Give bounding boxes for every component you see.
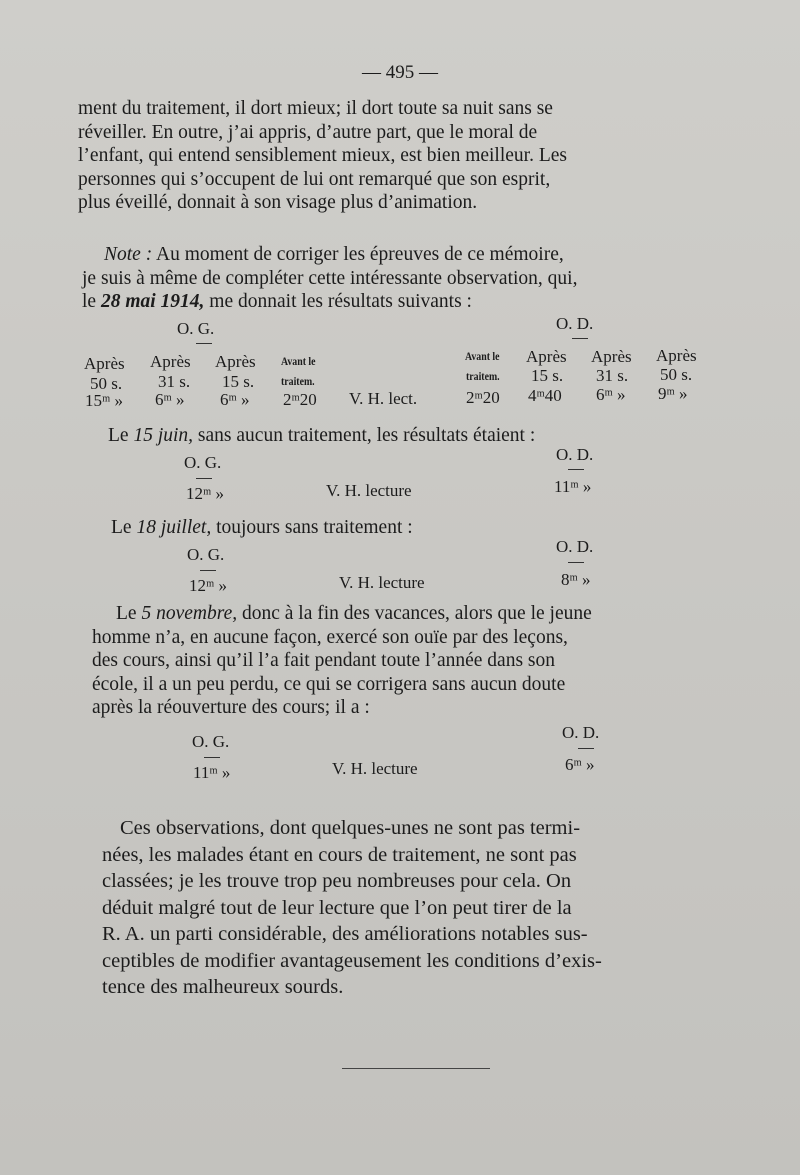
value-cell: 4ᵐ40: [528, 386, 562, 405]
note-line-1: Au moment de corriger les épreuves de ce mémoire,: [156, 244, 564, 265]
note-date: 28 mai 1914,: [100, 291, 205, 312]
right-ear-label: O. D.: [562, 723, 600, 742]
right-ear-label: O. D.: [556, 314, 594, 333]
right-ear-label: O. D.: [556, 445, 594, 464]
text-line: classées; je les trouve trop peu nombreuses pour cela. On: [102, 870, 572, 892]
left-ear-label: O. G.: [177, 319, 215, 338]
col-sub: 15 s.: [222, 372, 255, 391]
paragraph-november: [92, 602, 718, 720]
value-cell: 6ᵐ »: [596, 385, 626, 404]
paragraph-conclusion: [102, 815, 720, 1001]
note-label: Note :: [104, 244, 153, 265]
value-cell: 6ᵐ »: [565, 755, 595, 774]
value-cell: 6ᵐ »: [155, 390, 185, 409]
text-line: personnes qui s’occupent de lui ont remarqué que son esprit,: [78, 168, 551, 190]
col-head: Après: [150, 352, 191, 371]
left-ear-label: O. G.: [187, 545, 225, 564]
center-label: V. H. lect.: [349, 389, 418, 408]
divider: [196, 343, 212, 344]
col-head: Après: [656, 346, 697, 365]
divider: [204, 757, 220, 758]
text-november: donc à la fin des vacances, alors que le jeune: [242, 603, 592, 624]
col-head: Après: [591, 347, 632, 366]
note-line-3-post: me donnait les résultats suivants :: [209, 291, 472, 312]
page-number: — 495 —: [362, 62, 438, 83]
text-line: réveiller. En outre, j’ai appris, d’autre part, que le moral de: [78, 121, 538, 143]
value-cell: 6ᵐ »: [220, 390, 250, 409]
col-sub: 50 s.: [660, 365, 693, 384]
date-july: 18 juillet,: [136, 517, 212, 538]
text-july: toujours sans traitement :: [216, 517, 413, 538]
text-line: ceptibles de modifier avantageusement les conditions d’exis-: [102, 949, 602, 972]
text-line: plus éveillé, donnait à son visage plus d’animation.: [78, 192, 478, 213]
paragraph-intro: [78, 97, 700, 215]
col-sub: 50 s.: [90, 374, 123, 393]
text-prefix: Le: [111, 517, 132, 538]
text-june: sans aucun traitement, les résultats étaient :: [197, 425, 536, 446]
text-line: déduit malgré tout de leur lecture que l’on peut tirer de la: [102, 896, 572, 919]
line-june: [108, 424, 708, 448]
text-prefix: Le: [108, 425, 129, 446]
end-rule: [342, 1068, 490, 1069]
col-sub: 15 s.: [531, 366, 564, 385]
value-cell: 2ᵐ20: [466, 388, 500, 407]
text-line: ment du traitement, il dort mieux; il dort toute sa nuit sans se: [78, 98, 553, 119]
value-cell: 2ᵐ20: [283, 390, 317, 409]
center-label: V. H. lecture: [339, 573, 425, 592]
col-head: Avant le: [281, 354, 316, 368]
text-line: tence des malheureux sourds.: [102, 976, 344, 998]
text-line: après la réouverture des cours; il a :: [92, 697, 370, 718]
text-line: l’enfant, qui entend sensiblement mieux, est bien meilleur. Les: [78, 145, 567, 166]
col-head: Après: [526, 347, 567, 366]
col-sub: 31 s.: [596, 366, 629, 385]
divider: [196, 478, 212, 479]
line-july: [111, 516, 711, 540]
text-prefix: Le: [116, 603, 137, 624]
left-ear-label: O. G.: [184, 453, 222, 472]
value-cell: 11ᵐ »: [193, 763, 231, 782]
col-sub: traitem.: [466, 369, 500, 383]
divider: [200, 570, 216, 571]
note-line-3-pre: le: [82, 291, 97, 312]
date-november: 5 novembre,: [141, 603, 238, 624]
col-sub: 31 s.: [158, 372, 191, 391]
value-cell: 12ᵐ »: [189, 576, 228, 595]
value-cell: 9ᵐ »: [658, 384, 688, 403]
col-sub: traitem.: [281, 374, 315, 388]
divider: [568, 562, 584, 563]
note-line-2: je suis à même de compléter cette intéressante observation, qui,: [82, 267, 578, 289]
right-ear-label: O. D.: [556, 537, 594, 556]
text-line: R. A. un parti considérable, des améliorations notables sus-: [102, 923, 588, 945]
value-cell: 8ᵐ »: [561, 570, 591, 589]
left-ear-label: O. G.: [192, 732, 230, 751]
value-cell: 15ᵐ »: [85, 391, 124, 410]
text-line: Ces observations, dont quelques-unes ne sont pas termi-: [120, 817, 581, 839]
col-head: Après: [215, 352, 256, 371]
divider: [572, 338, 588, 339]
divider: [578, 748, 594, 749]
paragraph-note: [82, 243, 704, 314]
date-june: 15 juin,: [133, 425, 194, 446]
col-head: Avant le: [465, 349, 500, 363]
center-label: V. H. lecture: [332, 759, 418, 778]
center-label: V. H. lecture: [326, 481, 412, 500]
text-line: des cours, ainsi qu’il l’a fait pendant toute l’année dans son: [92, 650, 555, 671]
text-line: école, il a un peu perdu, ce qui se corrigera sans aucun doute: [92, 673, 566, 695]
text-line: nées, les malades étant en cours de traitement, ne sont pas: [102, 843, 577, 866]
col-head: Après: [84, 354, 125, 373]
divider: [568, 469, 584, 470]
value-cell: 11ᵐ »: [554, 477, 592, 496]
text-line: homme n’a, en aucune façon, exercé son ouïe par des leçons,: [92, 626, 568, 648]
value-cell: 12ᵐ »: [186, 484, 225, 503]
